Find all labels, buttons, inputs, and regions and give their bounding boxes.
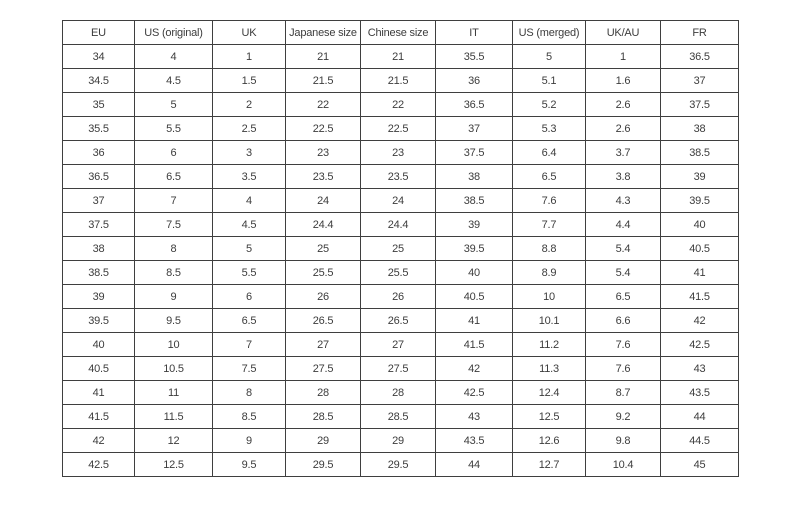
table-cell: 39: [661, 165, 739, 189]
table-cell: 25: [361, 237, 436, 261]
table-cell: 12.5: [513, 405, 586, 429]
table-cell: 39: [63, 285, 135, 309]
table-cell: 21: [286, 45, 361, 69]
table-cell: 8: [213, 381, 286, 405]
table-cell: 7.5: [135, 213, 213, 237]
table-cell: 39.5: [436, 237, 513, 261]
table-cell: 5: [213, 237, 286, 261]
table-cell: 1.6: [586, 69, 661, 93]
table-cell: 43.5: [661, 381, 739, 405]
table-cell: 37: [661, 69, 739, 93]
table-row: [63, 69, 739, 93]
table-cell: 38: [436, 165, 513, 189]
table-cell: 10: [135, 333, 213, 357]
header-cell: Japanese size: [286, 21, 361, 45]
table-cell: 10.4: [586, 453, 661, 477]
table-cell: 37: [436, 117, 513, 141]
table-cell: 2.5: [213, 117, 286, 141]
table-cell: 10.1: [513, 309, 586, 333]
table-cell: 42.5: [436, 381, 513, 405]
table-cell: 8.5: [135, 261, 213, 285]
table-cell: 39.5: [661, 189, 739, 213]
table-cell: 2: [213, 93, 286, 117]
table-cell: 10.5: [135, 357, 213, 381]
table-cell: 5.2: [513, 93, 586, 117]
table-cell: 42: [436, 357, 513, 381]
table-cell: 38.5: [436, 189, 513, 213]
table-cell: 21.5: [361, 69, 436, 93]
table-cell: 9.5: [213, 453, 286, 477]
table-cell: 6.5: [586, 285, 661, 309]
table-cell: 5.5: [213, 261, 286, 285]
table-cell: 44.5: [661, 429, 739, 453]
table-row: [63, 333, 739, 357]
table-cell: 4.5: [135, 69, 213, 93]
table-cell: 5.1: [513, 69, 586, 93]
table-cell: 23.5: [361, 165, 436, 189]
table-cell: 6.5: [213, 309, 286, 333]
table-cell: 29: [286, 429, 361, 453]
table-cell: 2.6: [586, 117, 661, 141]
table-row: [63, 213, 739, 237]
table-cell: 9.8: [586, 429, 661, 453]
table-cell: 40: [661, 213, 739, 237]
header-cell: US (merged): [513, 21, 586, 45]
table-cell: 4: [213, 189, 286, 213]
table-cell: 28.5: [361, 405, 436, 429]
table-cell: 5.5: [135, 117, 213, 141]
table-cell: 2.6: [586, 93, 661, 117]
table-cell: 6.5: [135, 165, 213, 189]
table-cell: 11.2: [513, 333, 586, 357]
table-cell: 41.5: [436, 333, 513, 357]
table-cell: 25.5: [286, 261, 361, 285]
table-cell: 38.5: [63, 261, 135, 285]
shoe-size-conversion-table: [62, 20, 739, 477]
table-cell: 36.5: [63, 165, 135, 189]
table-cell: 36.5: [436, 93, 513, 117]
table-cell: 5.4: [586, 237, 661, 261]
table-cell: 39.5: [63, 309, 135, 333]
table-cell: 6.6: [586, 309, 661, 333]
table-cell: 28: [361, 381, 436, 405]
header-cell: IT: [436, 21, 513, 45]
header-row: [63, 21, 739, 45]
table-cell: 37.5: [436, 141, 513, 165]
table-body: [63, 45, 739, 477]
table-cell: 3: [213, 141, 286, 165]
table-cell: 10: [513, 285, 586, 309]
table-cell: 24: [286, 189, 361, 213]
table-cell: 41: [436, 309, 513, 333]
table-cell: 22.5: [286, 117, 361, 141]
table-row: [63, 429, 739, 453]
table-cell: 1: [213, 45, 286, 69]
table-cell: 7.5: [213, 357, 286, 381]
table-cell: 28: [286, 381, 361, 405]
table-row: [63, 189, 739, 213]
table-cell: 21: [361, 45, 436, 69]
table-cell: 12: [135, 429, 213, 453]
header-cell: UK: [213, 21, 286, 45]
table-cell: 35: [63, 93, 135, 117]
table-cell: 27.5: [286, 357, 361, 381]
table-cell: 7.6: [586, 357, 661, 381]
table-cell: 41.5: [661, 285, 739, 309]
table-cell: 43: [661, 357, 739, 381]
table-row: [63, 117, 739, 141]
table-cell: 39: [436, 213, 513, 237]
table-row: [63, 357, 739, 381]
table-cell: 43.5: [436, 429, 513, 453]
table-row: [63, 309, 739, 333]
table-cell: 45: [661, 453, 739, 477]
table-cell: 24: [361, 189, 436, 213]
table-cell: 6: [135, 141, 213, 165]
table-cell: 40: [436, 261, 513, 285]
table-cell: 4.4: [586, 213, 661, 237]
table-cell: 5.4: [586, 261, 661, 285]
table-row: [63, 165, 739, 189]
table-cell: 25.5: [361, 261, 436, 285]
table-cell: 6: [213, 285, 286, 309]
table-cell: 12.5: [135, 453, 213, 477]
header-cell: Chinese size: [361, 21, 436, 45]
table-cell: 11: [135, 381, 213, 405]
table-cell: 9: [213, 429, 286, 453]
table-cell: 1.5: [213, 69, 286, 93]
table-cell: 35.5: [63, 117, 135, 141]
table-cell: 5: [513, 45, 586, 69]
table-cell: 7: [213, 333, 286, 357]
table-cell: 35.5: [436, 45, 513, 69]
table-cell: 6.4: [513, 141, 586, 165]
table-cell: 27: [286, 333, 361, 357]
table-cell: 12.4: [513, 381, 586, 405]
table-cell: 36: [63, 141, 135, 165]
table-cell: 3.5: [213, 165, 286, 189]
table-cell: 26: [361, 285, 436, 309]
table-cell: 8.5: [213, 405, 286, 429]
table-cell: 11.5: [135, 405, 213, 429]
table-cell: 12.6: [513, 429, 586, 453]
table-cell: 28.5: [286, 405, 361, 429]
table-cell: 23.5: [286, 165, 361, 189]
header-cell: US (original): [135, 21, 213, 45]
table-row: [63, 405, 739, 429]
table-row: [63, 381, 739, 405]
table-cell: 25: [286, 237, 361, 261]
table-cell: 41: [63, 381, 135, 405]
table-cell: 29.5: [361, 453, 436, 477]
table-cell: 44: [661, 405, 739, 429]
table-cell: 34: [63, 45, 135, 69]
table-row: [63, 93, 739, 117]
table-row: [63, 237, 739, 261]
table-row: [63, 453, 739, 477]
table-cell: 38: [661, 117, 739, 141]
table-cell: 42: [661, 309, 739, 333]
table-cell: 5.3: [513, 117, 586, 141]
table-cell: 6.5: [513, 165, 586, 189]
table-cell: 22: [361, 93, 436, 117]
table-cell: 44: [436, 453, 513, 477]
table-cell: 36.5: [661, 45, 739, 69]
table-cell: 27.5: [361, 357, 436, 381]
table-cell: 5: [135, 93, 213, 117]
table-cell: 9.2: [586, 405, 661, 429]
table-cell: 34.5: [63, 69, 135, 93]
table-cell: 4.5: [213, 213, 286, 237]
table-cell: 40.5: [436, 285, 513, 309]
table-header: [63, 21, 739, 45]
table-cell: 38: [63, 237, 135, 261]
table-cell: 26.5: [361, 309, 436, 333]
table-cell: 24.4: [286, 213, 361, 237]
table-cell: 9.5: [135, 309, 213, 333]
table-cell: 41.5: [63, 405, 135, 429]
table-cell: 8.9: [513, 261, 586, 285]
table-cell: 24.4: [361, 213, 436, 237]
table-cell: 9: [135, 285, 213, 309]
table-cell: 22.5: [361, 117, 436, 141]
table-cell: 37.5: [63, 213, 135, 237]
table-cell: 40.5: [63, 357, 135, 381]
table-cell: 36: [436, 69, 513, 93]
table-cell: 1: [586, 45, 661, 69]
header-cell: FR: [661, 21, 739, 45]
table-cell: 23: [286, 141, 361, 165]
table-cell: 3.8: [586, 165, 661, 189]
table-cell: 7: [135, 189, 213, 213]
table-cell: 8.8: [513, 237, 586, 261]
table-cell: 8.7: [586, 381, 661, 405]
table-cell: 12.7: [513, 453, 586, 477]
table-cell: 43: [436, 405, 513, 429]
table-cell: 26: [286, 285, 361, 309]
table-cell: 22: [286, 93, 361, 117]
table-cell: 4.3: [586, 189, 661, 213]
table-cell: 42.5: [63, 453, 135, 477]
header-cell: EU: [63, 21, 135, 45]
table-cell: 23: [361, 141, 436, 165]
table-cell: 42: [63, 429, 135, 453]
table-cell: 7.6: [586, 333, 661, 357]
table-cell: 7.7: [513, 213, 586, 237]
table-cell: 21.5: [286, 69, 361, 93]
table-row: [63, 45, 739, 69]
table-cell: 8: [135, 237, 213, 261]
table-cell: 40: [63, 333, 135, 357]
table-cell: 27: [361, 333, 436, 357]
table-cell: 11.3: [513, 357, 586, 381]
table-cell: 3.7: [586, 141, 661, 165]
table-row: [63, 141, 739, 165]
table-cell: 37: [63, 189, 135, 213]
table-row: [63, 261, 739, 285]
table-cell: 40.5: [661, 237, 739, 261]
table-cell: 29.5: [286, 453, 361, 477]
table-cell: 37.5: [661, 93, 739, 117]
table-cell: 38.5: [661, 141, 739, 165]
table-row: [63, 285, 739, 309]
header-cell: UK/AU: [586, 21, 661, 45]
table-cell: 41: [661, 261, 739, 285]
table-cell: 26.5: [286, 309, 361, 333]
table-cell: 4: [135, 45, 213, 69]
table-cell: 42.5: [661, 333, 739, 357]
table-cell: 29: [361, 429, 436, 453]
table-cell: 7.6: [513, 189, 586, 213]
